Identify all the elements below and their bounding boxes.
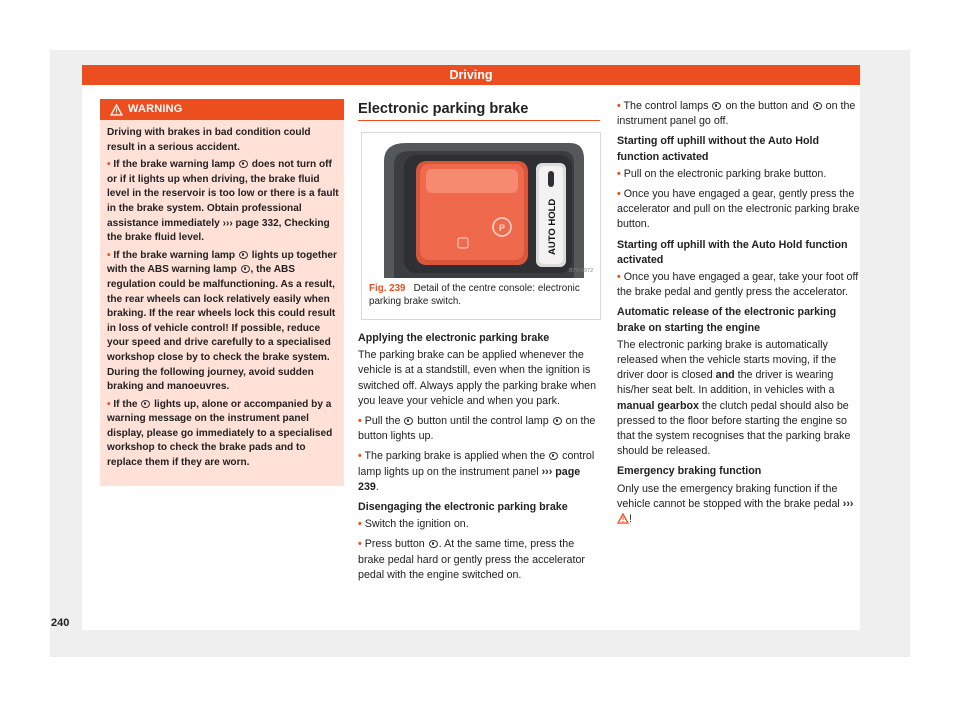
applying-step-1: • Pull the button until the control lamp on the button lights up. (358, 415, 596, 443)
warning-header (100, 99, 344, 120)
parking-brake-lamp-icon (712, 102, 721, 110)
warning-triangle-icon (110, 103, 123, 124)
emergency-paragraph: Only use the emergency braking function if the vehicle cannot be stopped with the brake pedal ››› ! (617, 482, 861, 530)
parking-brake-lamp-icon (553, 417, 562, 425)
disengaging-step-1: • Switch the ignition on. (358, 518, 469, 531)
parking-brake-icon (404, 417, 413, 425)
parking-brake-icon (429, 540, 438, 548)
warning-triangle-icon (617, 513, 629, 529)
page-link-brake-fluid[interactable]: ››› page 332, Checking the brake fluid level (107, 217, 330, 244)
lamps-off-step: • The control lamps on the button and on the instrument panel go off. (617, 100, 856, 128)
disengaging-step-2: • Press button . At the same time, press the brake pedal hard or gently press the accelerator pedal with the engine switched on. (358, 538, 585, 581)
applying-paragraph: The parking brake can be applied whenever the vehicle is at a standstill, even when the ignition is switched off. Always apply the parking brake when you leave your vehicle and when you park. (358, 349, 597, 407)
brake-pad-lamp-icon (141, 400, 150, 408)
page-number: 240 (51, 617, 70, 629)
uphill-without-heading: Starting off uphill without the Auto Hold function activated (617, 135, 820, 163)
parking-brake-switch-illustration (362, 133, 600, 278)
figure-239 (361, 132, 601, 320)
automatic-release-heading: Automatic release of the electronic parking brake on starting the engine (617, 306, 837, 334)
uphill-with-heading: Starting off uphill with the Auto Hold function activated (617, 238, 848, 266)
automatic-release-paragraph: The electronic parking brake is automatically released when the vehicle starts moving, if the driver door is closed and the driver is wearing his/her seat belt. In addition, in vehicles with a manual gearbox the clutch pedal should also be pressed to the floor before starting the engine so that the system recognises that the parking brake should be released. (617, 338, 851, 458)
parking-brake-lamp-icon (549, 452, 558, 460)
svg-text:P: P (498, 223, 506, 233)
uphill-without-step-2: • Once you have engaged a gear, gently press the accelerator and pull on the electronic parking brake button. (617, 188, 860, 231)
brake-warning-lamp-icon (239, 160, 248, 168)
uphill-with-step-1: • Once you have engaged a gear, take your foot off the brake pedal and gently press the accelerator. (617, 271, 859, 299)
warning-body (107, 126, 339, 474)
applying-heading: Applying the electronic parking brake (358, 332, 550, 344)
applying-step-2: • The parking brake is applied when the control lamp lights up on the instrument panel ››› page 239. (358, 450, 595, 493)
warning-item-1: • If the brake warning lamp does not turn off or if it lights up when driving, the brake fluid level in the reservoir is too low or there is a fault in the brake system. Obtain professional assistance immediately ››› page 332, Checking the brake fluid level. (107, 159, 339, 244)
parking-brake-lamp-icon (813, 102, 822, 110)
section-divider (358, 120, 600, 121)
figure-code: B7V-0972 (569, 268, 594, 274)
warning-label: WARNING (128, 103, 183, 115)
figure-number: Fig. 239 (369, 283, 406, 294)
uphill-without-step-1: • Pull on the electronic parking brake button. (617, 167, 827, 180)
column-3-text (617, 99, 861, 534)
warning-intro: Driving with brakes in bad condition could result in a serious accident. (107, 127, 311, 153)
section-title: Electronic parking brake (358, 101, 529, 117)
warning-item-3: • If the lights up, alone or accompanied by a warning message on the instrument panel display, please go immediately to a specialised workshop to check the brake pads and to replace them if they are worn. (107, 398, 333, 469)
disengaging-heading: Disengaging the electronic parking brake (358, 501, 568, 514)
auto-hold-label: AUTO HOLD (547, 198, 558, 255)
column-2-text (358, 331, 602, 588)
warning-box (100, 99, 344, 486)
warning-item-2: • If the brake warning lamp lights up together with the ABS warning lamp , the ABS regulation could be malfunctioning. As a result, the rear wheels can lock relatively easily when braking. If the rear wheels lock this could result in loss of vehicle control! If possible, reduce your speed and drive carefully to a specialised workshop close by to check the brake system. During the following journey, avoid sudden braking and manoeuvres. (107, 249, 337, 393)
chapter-header: Driving (82, 65, 860, 85)
abs-warning-lamp-icon (241, 265, 250, 273)
brake-warning-lamp-icon (239, 251, 248, 259)
emergency-heading: Emergency braking function (617, 465, 762, 478)
warning-link[interactable]: ››› (842, 497, 854, 510)
figure-caption: Fig. 239 Detail of the centre console: electronic parking brake switch. (369, 283, 580, 307)
page-link-239[interactable]: ››› page 239 (358, 465, 581, 493)
